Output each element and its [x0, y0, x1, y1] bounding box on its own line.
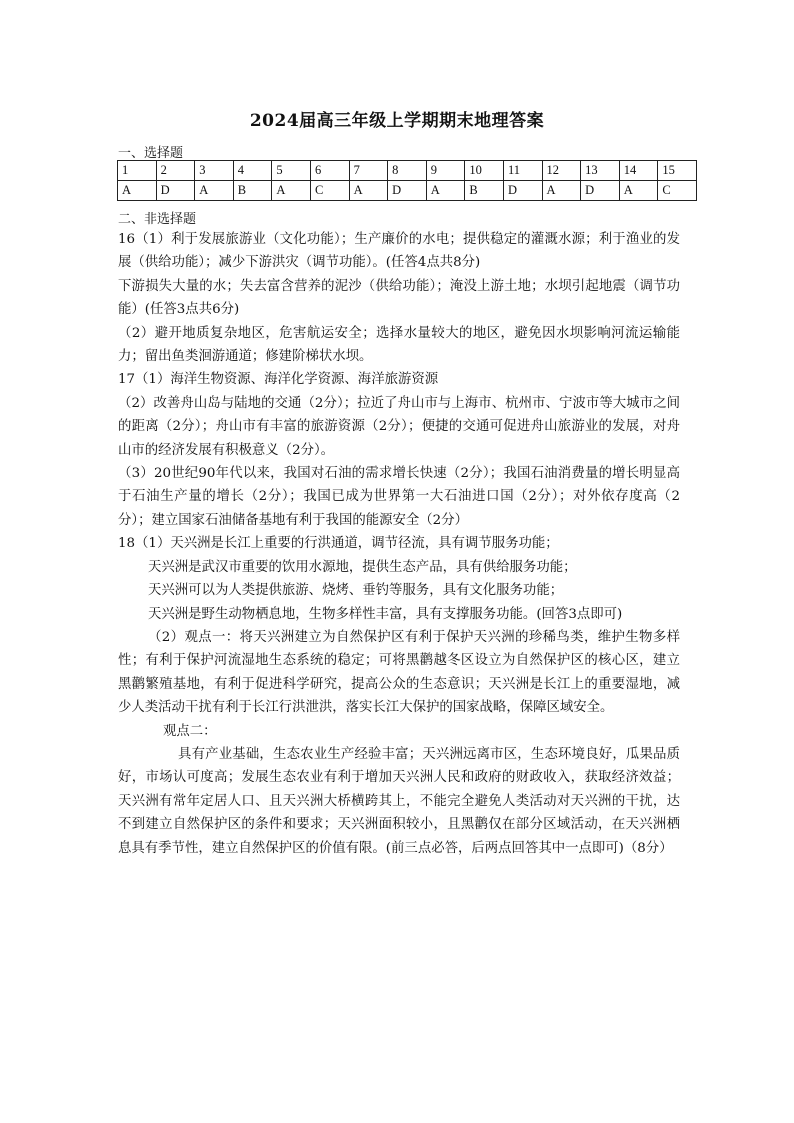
section-multiple-choice-label: 一、选择题 — [118, 146, 184, 161]
answer-body — [118, 228, 680, 860]
answer-cell: A — [542, 181, 581, 201]
answer-cell: C — [658, 181, 697, 201]
answer-row — [118, 181, 697, 201]
answer-cell: D — [156, 181, 195, 201]
answer-17-part2: （2）改善舟山岛与陆地的交通（2分）；拉近了舟山市与上海市、杭州市、宁波市等大城市之间的距离（2分）；舟山市有丰富的旅游资源（2分）；便捷的交通可促进舟山旅游业的发展，对舟山市的经济发展有积极意义（2分）。 — [118, 395, 680, 458]
answer-16-part2: （2）避开地质复杂地区，危害航运安全；选择水量较大的地区，避免因水坝影响河流运输能力；留出鱼类洄游通道；修建阶梯状水坝。 — [118, 325, 680, 365]
answer-cell: B — [233, 181, 272, 201]
question-number-cell: 11 — [503, 161, 542, 181]
answer-18-part2-view1: （2）观点一：将天兴洲建立为自然保护区有利于保护天兴洲的珍稀鸟类，维护生物多样性；有利于保护河流湿地生态系统的稳定；可将黑鹳越冬区设立为自然保护区的核心区，建立黑鹳繁殖基地，有利于促进科学研究，提高公众的生态意识；天兴洲是长江上的重要湿地，减少人类活动干扰有利于长江行洪泄洪，落实长江大保护的国家战略，保障区域安全。 — [118, 629, 680, 716]
answer-18-part1: 18（1）天兴洲是长江上重要的行洪通道，调节径流，具有调节服务功能； — [118, 536, 559, 552]
answer-cell: A — [195, 181, 234, 201]
question-number-cell: 6 — [310, 161, 349, 181]
section-free-response-label: 二、非选择题 — [118, 212, 197, 227]
answer-cell: D — [581, 181, 620, 201]
answer-18-part2-view2: 具有产业基础，生态农业生产经验丰富；天兴洲远离市区，生态环境良好，瓜果品质好，市场认可度高；发展生态农业有利于增加天兴洲人民和政府的财政收入，获取经济效益；天兴洲有常年定居人口、且天兴洲大桥横跨其上，不能完全避免人类活动对天兴洲的干扰，达不到建立自然保护区的条件和要求；天兴洲面积较小，且黑鹳仅在部分区域活动，在天兴洲栖息具有季节性，建立自然保护区的价值有限。(前三点必答，后两点回答其中一点即可)（8分） — [118, 746, 680, 856]
question-number-cell: 13 — [581, 161, 620, 181]
question-number-cell: 1 — [118, 161, 157, 181]
answer-18-part1-line2: 天兴洲是武汉市重要的饮用水源地，提供生态产品，具有供给服务功能； — [148, 559, 577, 575]
question-number-cell: 4 — [233, 161, 272, 181]
question-number-cell: 2 — [156, 161, 195, 181]
question-number-cell: 12 — [542, 161, 581, 181]
answer-17-part3: （3）20世纪90年代以来，我国对石油的需求增长快速（2分）；我国石油消费量的增长明显高于石油生产量的增长（2分）；我国已成为世界第一大石油进口国（2分）；对外依存度高（2分）；建立国家石油储备基地有利于我国的能源安全（2分） — [118, 466, 680, 528]
question-number-cell: 9 — [426, 161, 465, 181]
answer-cell: A — [426, 181, 465, 201]
answer-16-part1-negative: 下游损失大量的水；失去富含营养的泥沙（供给功能）；淹没上游土地；水坝引起地震（调节功能）(任答3点共6分) — [118, 278, 680, 318]
answer-cell: D — [503, 181, 542, 201]
answer-cell: A — [118, 181, 157, 201]
question-number-row — [118, 161, 697, 181]
question-number-cell: 15 — [658, 161, 697, 181]
answer-table — [117, 160, 697, 201]
question-number-cell: 8 — [388, 161, 427, 181]
answer-18-part2-view2-heading: 观点二： — [163, 723, 217, 739]
answer-18-part1-line3: 天兴洲可以为人类提供旅游、烧烤、垂钓等服务，具有文化服务功能； — [148, 583, 564, 599]
question-number-cell: 10 — [465, 161, 504, 181]
answer-16-part1: 16（1）利于发展旅游业（文化功能）；生产廉价的水电；提供稳定的灌溉水源；利于渔业的发展（供给功能）；减少下游洪灾（调节功能）。(任答4点共8分) — [118, 232, 680, 271]
question-number-cell: 3 — [195, 161, 234, 181]
answer-cell: D — [388, 181, 427, 201]
answer-cell: A — [272, 181, 311, 201]
question-number-cell: 7 — [349, 161, 388, 181]
answer-17-part1: 17（1）海洋生物资源、海洋化学资源、海洋旅游资源 — [118, 372, 439, 388]
answer-18-part1-line4: 天兴洲是野生动物栖息地，生物多样性丰富，具有支撑服务功能。(回答3点即可) — [148, 606, 623, 622]
answer-cell: C — [310, 181, 349, 201]
answer-cell: A — [349, 181, 388, 201]
page-title: 2024届高三年级上学期期末地理答案 — [249, 111, 545, 131]
question-number-cell: 14 — [619, 161, 658, 181]
answer-cell: A — [619, 181, 658, 201]
answer-cell: B — [465, 181, 504, 201]
question-number-cell: 5 — [272, 161, 311, 181]
